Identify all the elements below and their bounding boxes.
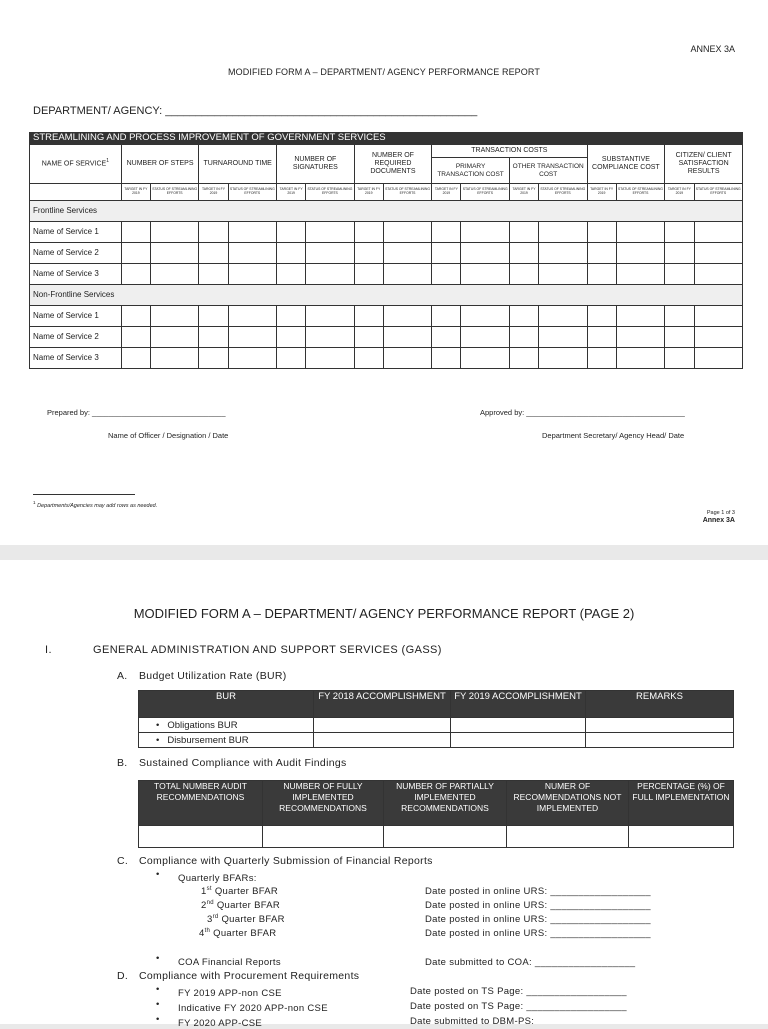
subsection-a-title: Budget Utilization Rate (BUR)	[139, 670, 287, 682]
audit-table	[138, 780, 734, 848]
bullet-icon: •	[156, 1014, 160, 1025]
bur-fy2019-header: FY 2019 ACCOMPLISHMENT	[451, 691, 586, 718]
subsection-d-label: D.	[117, 970, 129, 982]
table-cell[interactable]	[354, 243, 383, 264]
table-cell[interactable]	[665, 306, 694, 327]
table-cell[interactable]	[539, 348, 587, 369]
table-cell[interactable]	[665, 327, 694, 348]
annex-label: ANNEX 3A	[690, 44, 735, 54]
department-field: DEPARTMENT/ AGENCY: ___________________________________________________	[33, 105, 478, 117]
table-cell[interactable]	[461, 348, 509, 369]
table-cell[interactable]	[383, 243, 431, 264]
date-field: Date posted on TS Page: __________________	[410, 1001, 627, 1012]
table-cell[interactable]	[121, 264, 150, 285]
table-cell[interactable]	[461, 264, 509, 285]
table-cell[interactable]	[277, 306, 306, 327]
table-cell[interactable]	[277, 348, 306, 369]
table-cell[interactable]	[354, 264, 383, 285]
table-cell[interactable]	[150, 222, 198, 243]
table-cell[interactable]	[694, 264, 743, 285]
subheader-status: STATUS OF STREAMLINING EFFORTS	[228, 184, 276, 201]
table-row: • Disbursement BUR	[139, 733, 734, 748]
subheader-status: STATUS OF STREAMLINING EFFORTS	[461, 184, 509, 201]
table-cell[interactable]	[694, 306, 743, 327]
table-cell[interactable]	[616, 327, 665, 348]
table-cell[interactable]	[461, 243, 509, 264]
header-number-of-signatures: NUMBER OF SIGNATURES	[277, 145, 355, 184]
table-cell[interactable]	[277, 327, 306, 348]
table-cell[interactable]	[150, 243, 198, 264]
table-cell[interactable]	[306, 264, 354, 285]
header-satisfaction-results: CITIZEN/ CLIENT SATISFACTION RESULTS	[665, 145, 743, 184]
table-cell[interactable]	[354, 327, 383, 348]
table-cell[interactable]	[694, 222, 743, 243]
coa-date-field: Date submitted to COA: __________________	[425, 957, 636, 968]
table-cell[interactable]	[539, 243, 587, 264]
table-cell[interactable]	[228, 264, 276, 285]
section-number: I.	[45, 644, 52, 656]
frontline-services-label: Frontline Services	[30, 201, 743, 222]
subheader-target: TARGET IN FY 2019	[199, 184, 228, 201]
list-item: 4th Quarter BFAR	[199, 928, 277, 940]
table-cell[interactable]	[461, 327, 509, 348]
table-cell[interactable]	[121, 243, 150, 264]
streamlining-table	[29, 132, 743, 369]
subsection-a-label: A.	[117, 670, 128, 682]
bur-remarks-header: REMARKS	[586, 691, 734, 718]
nonfrontline-services-label: Non-Frontline Services	[30, 285, 743, 306]
table-cell[interactable]	[539, 306, 587, 327]
footnote: $^1$ Departments/Agencies may add rows as needed.	[33, 500, 158, 509]
table-cell[interactable]	[616, 222, 665, 243]
table-cell[interactable]	[432, 306, 461, 327]
table-cell[interactable]	[587, 222, 616, 243]
table-cell[interactable]	[587, 243, 616, 264]
table-cell[interactable]	[277, 264, 306, 285]
table-cell[interactable]	[150, 327, 198, 348]
bfars-label: Quarterly BFARs:	[178, 873, 257, 884]
header-number-of-steps: NUMBER OF STEPS	[121, 145, 199, 184]
subheader-status: STATUS OF STREAMLINING EFFORTS	[306, 184, 354, 201]
table-cell[interactable]	[121, 327, 150, 348]
date-field: Date posted in online URS: __________________	[425, 900, 651, 911]
list-item: 1st Quarter BFAR	[201, 886, 279, 898]
subheader-row	[30, 184, 743, 201]
subsection-b-label: B.	[117, 757, 128, 769]
table-cell[interactable]	[616, 348, 665, 369]
table-cell[interactable]	[306, 348, 354, 369]
bullet-icon: •	[156, 869, 160, 880]
table-row: Name of Service 1	[30, 222, 743, 243]
table-cell[interactable]	[121, 306, 150, 327]
table-cell[interactable]	[121, 348, 150, 369]
table-cell[interactable]	[539, 222, 587, 243]
table-cell[interactable]	[616, 243, 665, 264]
table-cell[interactable]	[383, 348, 431, 369]
table-row: Name of Service 1	[30, 306, 743, 327]
table-cell[interactable]	[432, 222, 461, 243]
table-cell[interactable]	[199, 243, 228, 264]
table-cell[interactable]	[199, 222, 228, 243]
table-cell[interactable]	[509, 222, 538, 243]
bullet-icon: •	[156, 953, 160, 964]
subheader-status: STATUS OF STREAMLINING EFFORTS	[150, 184, 198, 201]
table-cell[interactable]	[150, 348, 198, 369]
subheader-target: TARGET IN FY 2019	[277, 184, 306, 201]
table-cell[interactable]	[432, 264, 461, 285]
table-cell[interactable]	[306, 243, 354, 264]
table-cell[interactable]	[665, 222, 694, 243]
table-cell[interactable]	[509, 306, 538, 327]
table-cell[interactable]	[306, 327, 354, 348]
subheader-status: STATUS OF STREAMLINING EFFORTS	[616, 184, 665, 201]
table-cell[interactable]	[354, 222, 383, 243]
date-field: Date submitted to DBM-PS:	[410, 1016, 535, 1027]
table-cell[interactable]	[306, 306, 354, 327]
table-cell[interactable]	[509, 264, 538, 285]
page2-title: MODIFIED FORM A – DEPARTMENT/ AGENCY PERFORMANCE REPORT (PAGE 2)	[133, 606, 635, 621]
list-item: Indicative FY 2020 APP-non CSE	[178, 1003, 328, 1014]
table-cell[interactable]	[383, 306, 431, 327]
table-cell[interactable]	[228, 348, 276, 369]
table-cell[interactable]	[509, 243, 538, 264]
header-turnaround-time: TURNAROUND TIME	[199, 145, 277, 184]
table-cell[interactable]	[199, 327, 228, 348]
table-cell[interactable]	[432, 348, 461, 369]
table-cell[interactable]	[509, 327, 538, 348]
subheader-status: STATUS OF STREAMLINING EFFORTS	[539, 184, 587, 201]
form-title: MODIFIED FORM A – DEPARTMENT/ AGENCY PERFORMANCE REPORT	[228, 67, 540, 77]
subsection-d-title: Compliance with Procurement Requirements	[139, 970, 360, 982]
table-row: Name of Service 2	[30, 243, 743, 264]
subheader-status: STATUS OF STREAMLINING EFFORTS	[383, 184, 431, 201]
table-cell[interactable]	[539, 264, 587, 285]
table-cell[interactable]	[228, 306, 276, 327]
table-cell[interactable]	[306, 222, 354, 243]
header-transaction-costs: TRANSACTION COSTS	[432, 145, 587, 158]
bur-fy2018-header: FY 2018 ACCOMPLISHMENT	[314, 691, 451, 718]
table-cell[interactable]	[228, 243, 276, 264]
table-cell[interactable]	[432, 327, 461, 348]
table-cell[interactable]	[694, 243, 743, 264]
table-cell[interactable]	[587, 327, 616, 348]
prepared-by-field: Prepared by: ________________________________	[47, 408, 226, 417]
table-cell[interactable]	[587, 306, 616, 327]
audit-fully-header: NUMBER OF FULLY IMPLEMENTED RECOMMENDATIONS	[263, 781, 384, 826]
header-required-documents: NUMBER OF REQUIRED DOCUMENTS	[354, 145, 432, 184]
subsection-c-label: C.	[117, 855, 129, 867]
table-row: • Obligations BUR	[139, 718, 734, 733]
table-cell[interactable]	[665, 243, 694, 264]
coa-label: COA Financial Reports	[178, 957, 281, 968]
table-cell[interactable]	[199, 348, 228, 369]
table-cell[interactable]	[199, 306, 228, 327]
subheader-target: TARGET IN FY 2019	[587, 184, 616, 201]
table-cell[interactable]	[354, 306, 383, 327]
subsection-b-title: Sustained Compliance with Audit Findings	[139, 757, 347, 769]
table-cell[interactable]	[121, 222, 150, 243]
header-compliance-cost: SUBSTANTIVE COMPLIANCE COST	[587, 145, 665, 184]
table-cell[interactable]	[587, 264, 616, 285]
table-banner: STREAMLINING AND PROCESS IMPROVEMENT OF GOVERNMENT SERVICES	[30, 133, 665, 145]
subheader-target: TARGET IN FY 2019	[432, 184, 461, 201]
table-cell[interactable]	[539, 327, 587, 348]
table-cell[interactable]	[277, 243, 306, 264]
table-row: Name of Service 3	[30, 264, 743, 285]
approved-by-caption: Department Secretary/ Agency Head/ Date	[542, 431, 685, 440]
subheader-target: TARGET IN FY 2019	[665, 184, 694, 201]
header-name-of-service: NAME OF SERVICE$^1$	[30, 145, 122, 184]
table-cell[interactable]	[150, 264, 198, 285]
date-field: Date posted on TS Page: __________________	[410, 986, 627, 997]
date-field: Date posted in online URS: __________________	[425, 928, 651, 939]
subheader-target: TARGET IN FY 2019	[509, 184, 538, 201]
section-title: GENERAL ADMINISTRATION AND SUPPORT SERVICES (GASS)	[93, 644, 442, 656]
table-cell[interactable]	[694, 327, 743, 348]
footnote-divider	[33, 494, 135, 495]
table-cell[interactable]	[383, 327, 431, 348]
bullet-icon: •	[156, 999, 160, 1010]
table-cell[interactable]	[616, 306, 665, 327]
table-cell[interactable]	[665, 264, 694, 285]
list-item: FY 2019 APP-non CSE	[178, 988, 282, 999]
subheader-target: TARGET IN FY 2019	[354, 184, 383, 201]
table-cell[interactable]	[694, 348, 743, 369]
list-item: 3rd Quarter BFAR	[207, 914, 285, 926]
table-cell[interactable]	[150, 306, 198, 327]
list-item: FY 2020 APP-CSE	[178, 1018, 263, 1029]
date-field: Date posted in online URS: __________________	[425, 886, 651, 897]
page-number: Page 1 of 3 Annex 3A	[702, 510, 735, 524]
approved-by-field: Approved by: ______________________________________	[480, 408, 685, 417]
table-row: Name of Service 3	[30, 348, 743, 369]
table-cell[interactable]	[665, 348, 694, 369]
subheader-status: STATUS OF STREAMLINING EFFORTS	[694, 184, 743, 201]
table-cell[interactable]	[432, 243, 461, 264]
bur-table	[138, 690, 734, 748]
table-row: Name of Service 2	[30, 327, 743, 348]
table-cell[interactable]	[509, 348, 538, 369]
table-row	[139, 826, 734, 848]
audit-partially-header: NUMBER OF PARTIALLY IMPLEMENTED RECOMMENDATIONS	[384, 781, 507, 826]
bullet-icon: •	[156, 984, 160, 995]
table-cell[interactable]	[277, 222, 306, 243]
audit-total-header: TOTAL NUMBER AUDIT RECOMMENDATIONS	[139, 781, 263, 826]
prepared-by-caption: Name of Officer / Designation / Date	[108, 431, 229, 440]
table-cell[interactable]	[587, 348, 616, 369]
audit-not-implemented-header: NUMER OF RECOMMENDATIONS NOT IMPLEMENTED	[507, 781, 629, 826]
table-cell[interactable]	[461, 222, 509, 243]
table-cell[interactable]	[228, 222, 276, 243]
table-cell[interactable]	[354, 348, 383, 369]
table-cell[interactable]	[199, 264, 228, 285]
subheader-target: TARGET IN FY 2019	[121, 184, 150, 201]
header-other-transaction-cost: OTHER TRANSACTION COST	[509, 158, 587, 184]
bur-header: BUR	[139, 691, 314, 718]
date-field: Date posted in online URS: __________________	[425, 914, 651, 925]
header-primary-transaction-cost: PRIMARY TRANSACTION COST	[432, 158, 510, 184]
table-cell[interactable]	[616, 264, 665, 285]
audit-percentage-header: PERCENTAGE (%) OF FULL IMPLEMENTATION	[629, 781, 734, 826]
table-cell[interactable]	[383, 222, 431, 243]
table-cell[interactable]	[383, 264, 431, 285]
list-item: 2nd Quarter BFAR	[201, 900, 281, 912]
subsection-c-title: Compliance with Quarterly Submission of Financial Reports	[139, 855, 433, 867]
table-cell[interactable]	[461, 306, 509, 327]
table-cell[interactable]	[228, 327, 276, 348]
